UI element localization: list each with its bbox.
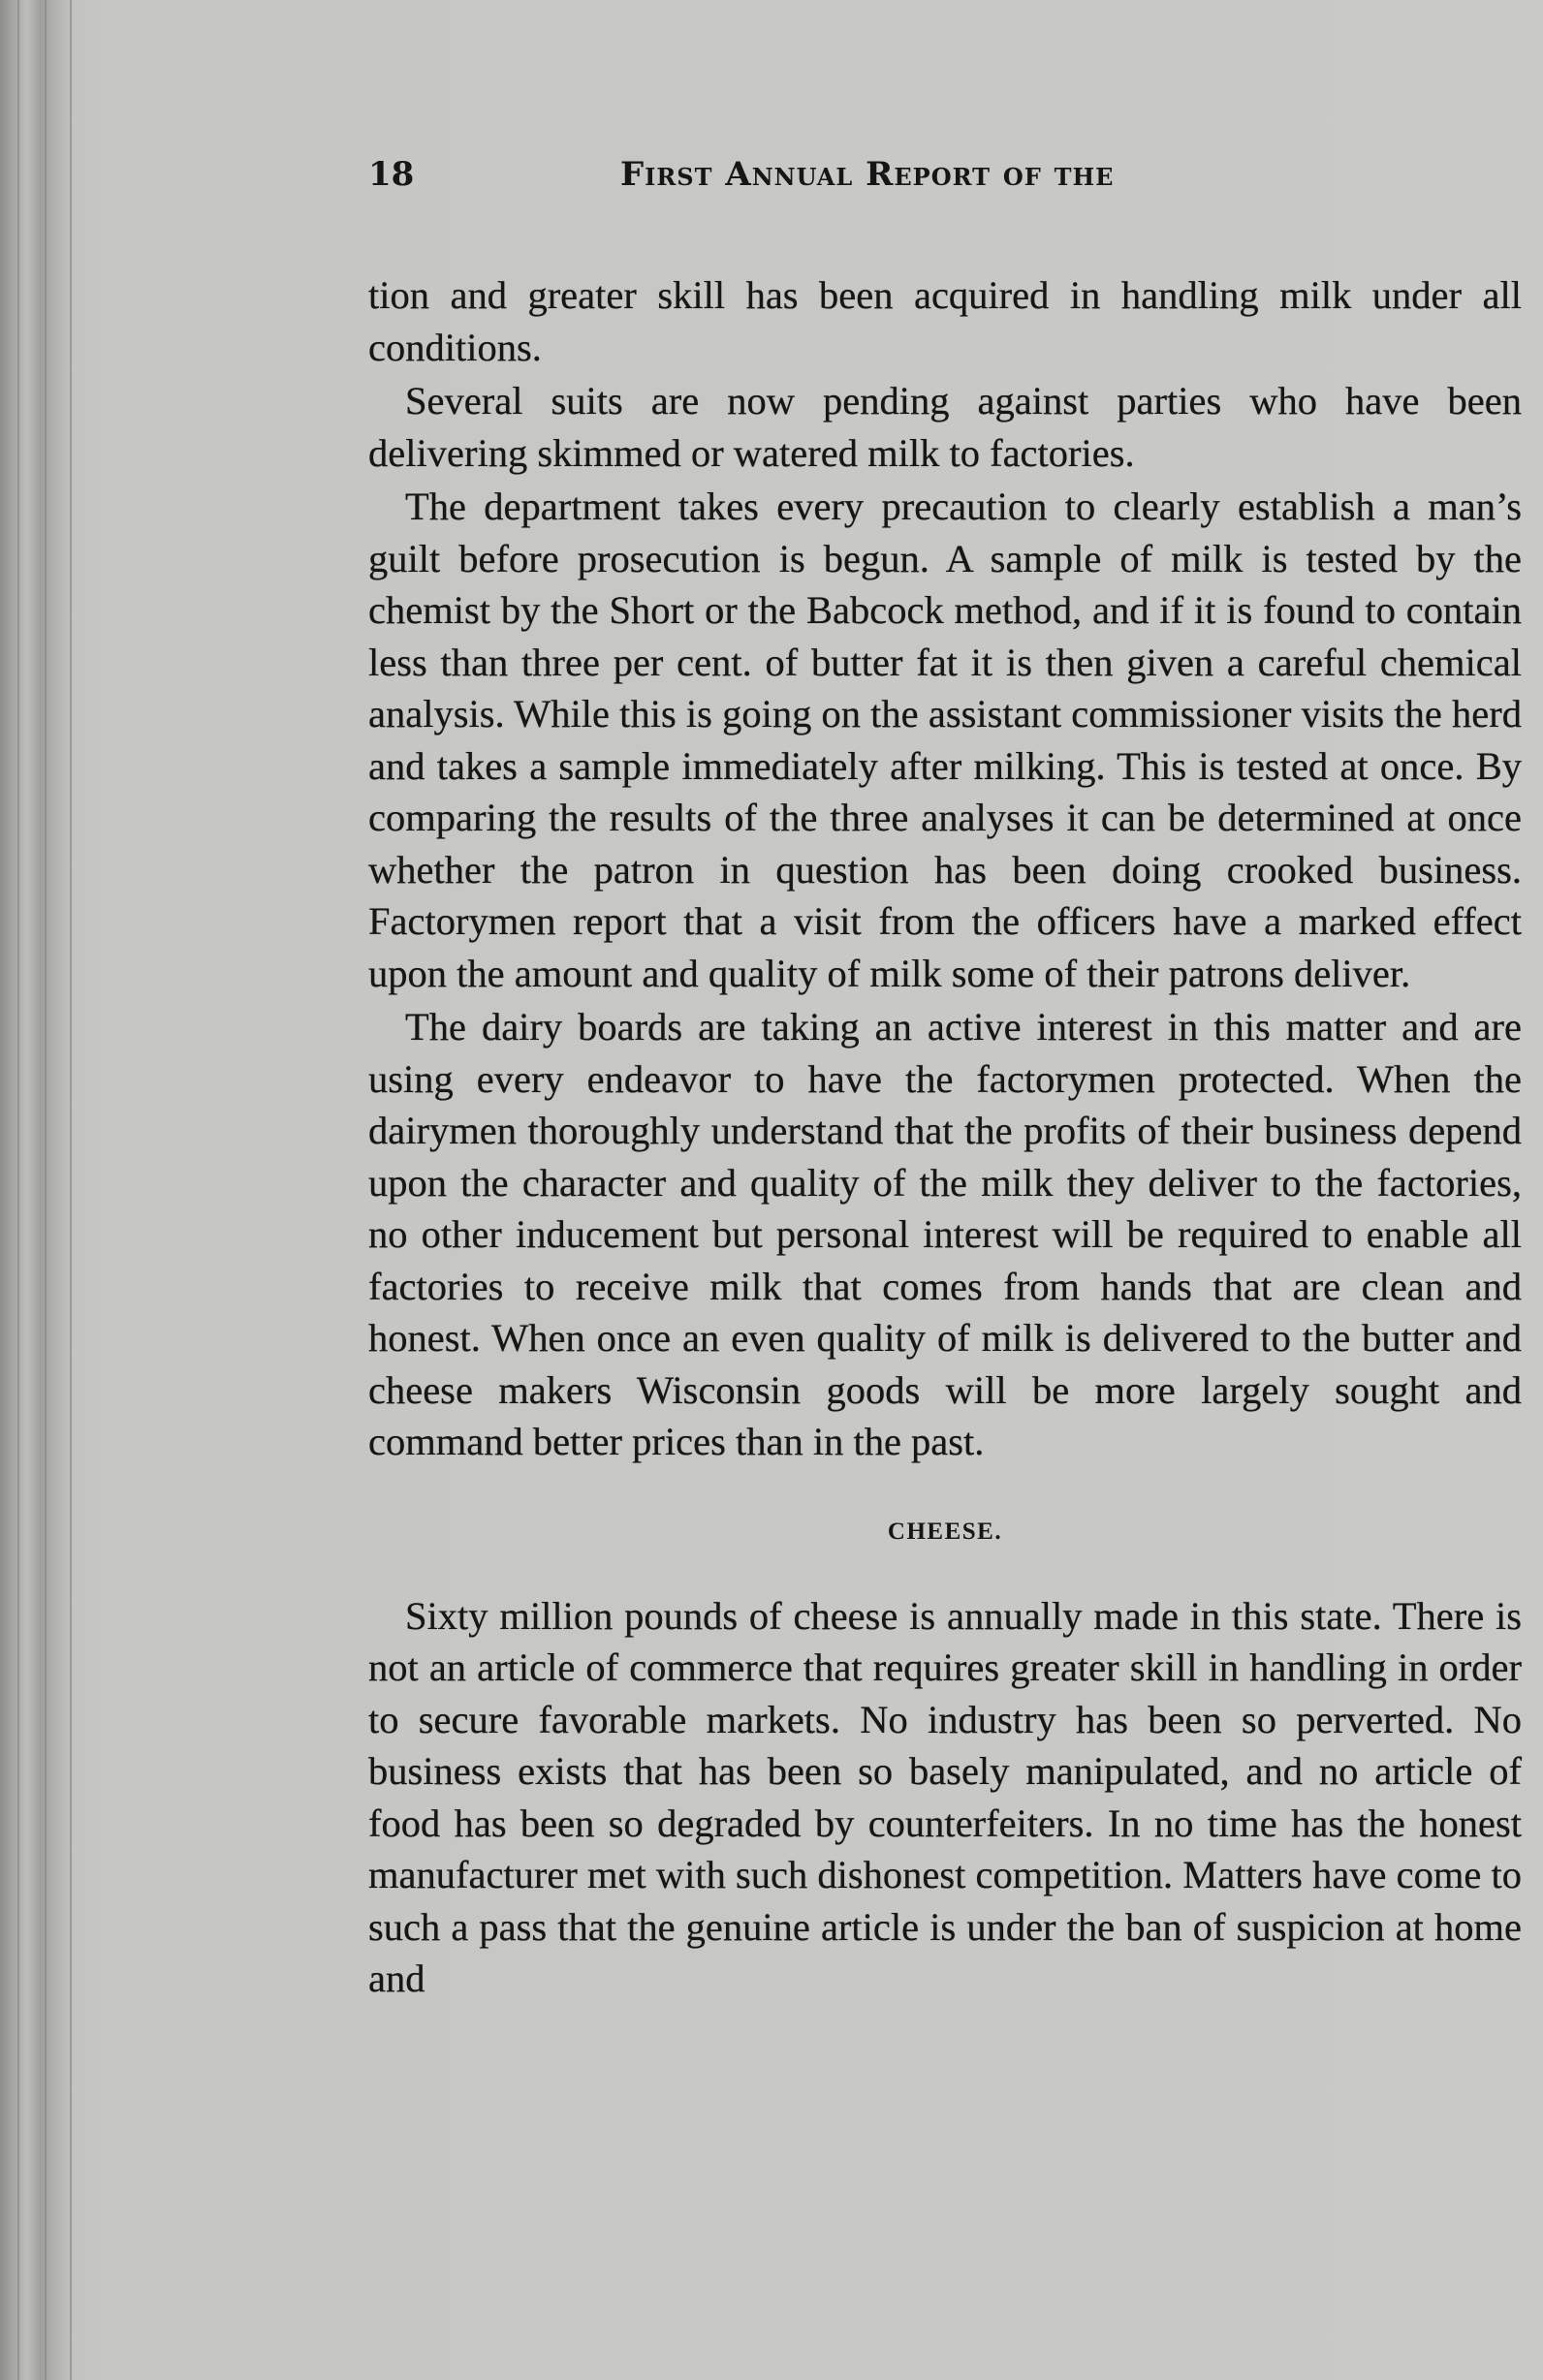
paragraph: The department takes every precaution to clearly establish a man’s guilt before prosecution is begun. A sample of milk is tested by the chemist by the Short or the Babcock method, and if it is found to contain less than three per cent. of butter fat it is then given a careful chemical analysis. While this is going on the assistant commissioner visits the herd and takes a sample immediately after milking. This is tested at once. By comparing the results of the three analyses it can be determined at once whether the patron in question has been doing crooked business. Factorymen report that a visit from the officers have a marked effect upon the amount and quality of milk some of their patrons deliver.	[368, 485, 1522, 995]
continued-paragraph: tion and greater skill has been acquired in handling milk under all conditions.	[368, 273, 1522, 369]
running-head	[368, 155, 1522, 223]
book-page	[368, 155, 1522, 2007]
section-heading: CHEESE.	[887, 1518, 1003, 1545]
binding-gutter-line	[45, 0, 47, 2380]
paragraph: The dairy boards are taking an active interest in this matter and are using every endeavor to have the factorymen protected. When the dairymen thoroughly understand that the profits of their business depend upon the character and quality of the milk they deliver to the factories, no other inducement but personal interest will be required to enable all factories to receive milk that comes from hands that are clean and honest. When once an even quality of milk is delivered to the butter and cheese makers Wisconsin goods will be more largely sought and command better prices than in the past.	[368, 1005, 1522, 1463]
binding-gutter-line	[70, 0, 72, 2380]
running-title: First Annual Report of the	[620, 155, 1115, 194]
paragraph: Sixty million pounds of cheese is annually made in this state. There is not an article of commerce that requires greater skill in handling in order to secure favorable markets. No industry has been so perverted. No business exists that has been so basely manipulated, and no article of food has been so degraded by counterfeiters. In no time has the honest manufacturer met with such dishonest competition. Matters have come to such a pass that the genuine article is under the ban of suspicion at home and	[368, 1593, 1522, 2000]
paragraph: Several suits are now pending against parties who have been delivering skimmed or watered milk to factories.	[368, 379, 1522, 475]
binding-gutter-line	[17, 0, 19, 2380]
page-number: 18	[368, 155, 415, 194]
